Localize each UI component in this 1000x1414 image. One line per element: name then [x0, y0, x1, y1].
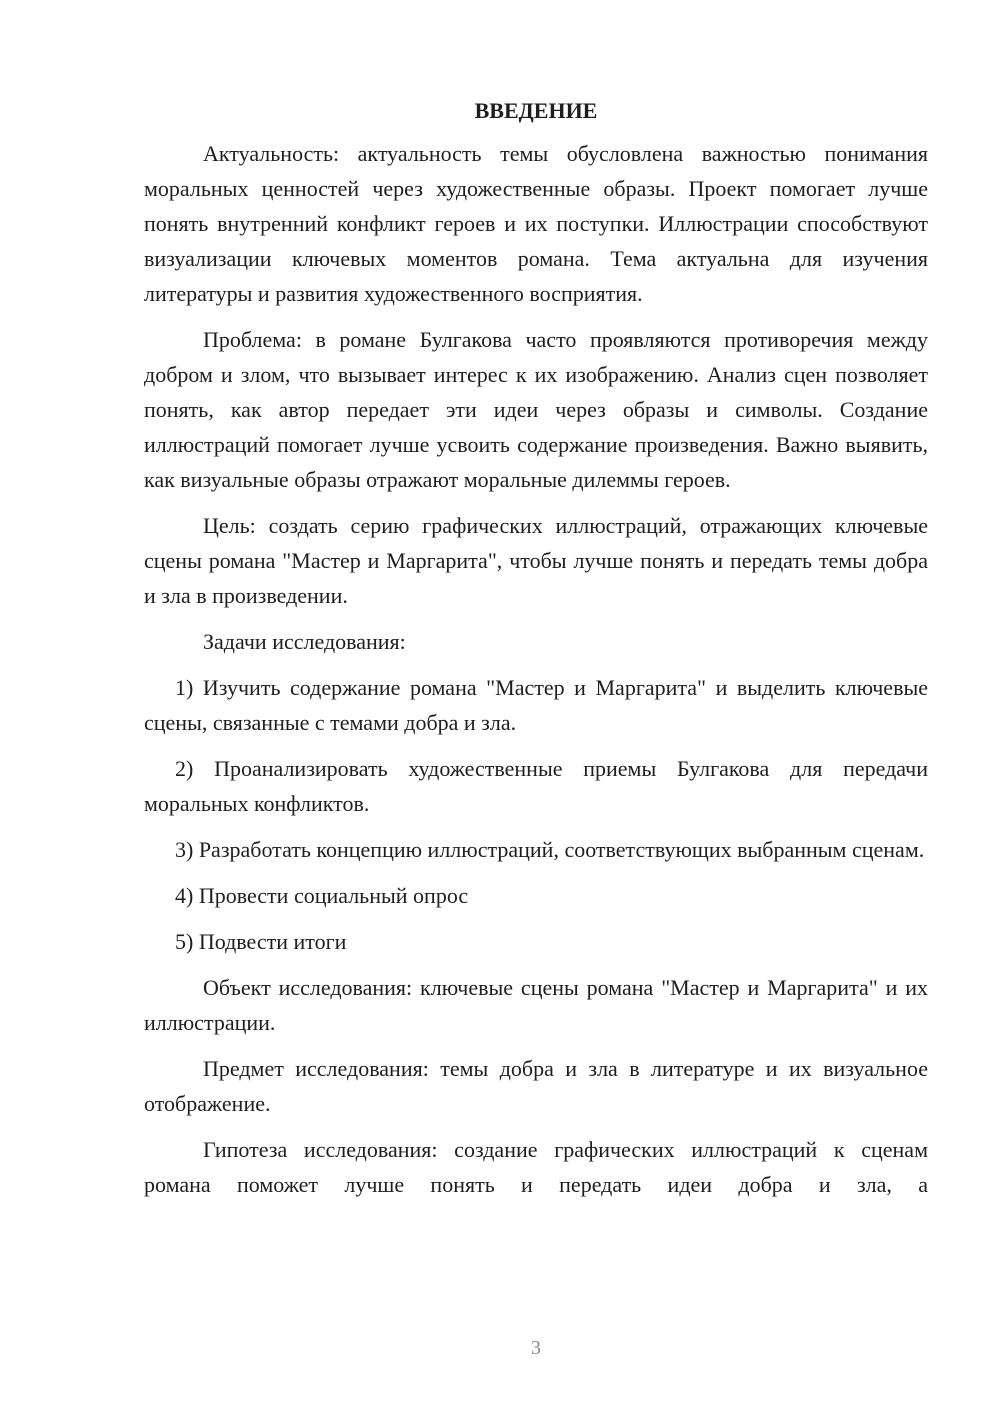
section-heading: ВВЕДЕНИЕ — [474, 98, 598, 123]
task-item-5: 5) Подвести итоги — [175, 929, 347, 954]
task-item-3: 3) Разработать концепцию иллюстраций, соответствующих выбранным сценам. — [175, 837, 925, 862]
page-content — [144, 96, 928, 1202]
page-number: 3 — [531, 1337, 541, 1359]
task-item-4: 4) Провести социальный опрос — [175, 883, 469, 908]
task-item-1: 1) Изучить содержание романа "Мастер и Маргарита" и выделить ключевые сцены, связанные с темами добра и зла. — [144, 675, 928, 735]
hypothesis-paragraph: Гипотеза исследования: создание графических иллюстраций к сценам романа поможет лучше понять и передать идеи добра и зла, а — [144, 1137, 928, 1197]
problem-paragraph: Проблема: в романе Булгакова часто проявляются противоречия между добром и злом, что вызывает интерес к их изображению. Анализ сцен позволяет понять, как автор передает эти идеи через образы и символы. Создание иллюстраций помогает лучше усвоить содержание произведения. Важно выявить, как визуальные образы отражают моральные дилеммы героев. — [144, 327, 928, 492]
goal-paragraph: Цель: создать серию графических иллюстраций, отражающих ключевые сцены романа "Мастер и Маргарита", чтобы лучше понять и передать темы добра и зла в произведении. — [144, 513, 928, 608]
subject-paragraph: Предмет исследования: темы добра и зла в литературе и их визуальное отображение. — [144, 1056, 928, 1116]
task-item-2: 2) Проанализировать художественные приемы Булгакова для передачи моральных конфликтов. — [144, 756, 928, 816]
relevance-paragraph: Актуальность: актуальность темы обусловлена важностью понимания моральных ценностей через художественные образы. Проект помогает лучше понять внутренний конфликт героев и их поступки. Иллюстрации способствуют визуализации ключевых моментов романа. Тема актуальна для изучения литературы и развития художественного восприятия. — [144, 141, 928, 306]
object-paragraph: Объект исследования: ключевые сцены романа "Мастер и Маргарита" и их иллюстрации. — [144, 975, 928, 1035]
tasks-heading: Задачи исследования: — [203, 629, 406, 654]
